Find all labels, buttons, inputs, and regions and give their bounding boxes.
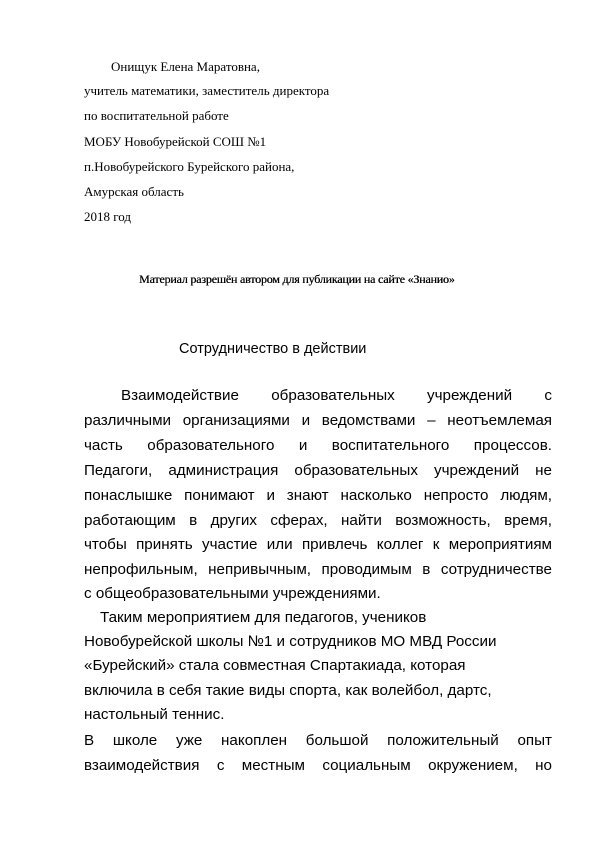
- paragraph-line: чтобы принять участие или привлечь коллег к мероприятиям: [84, 536, 552, 553]
- paragraph-line: «Бурейский» стала совместная Спартакиада, которая: [84, 657, 466, 674]
- paragraph-line: непрофильным, непривычным, проводимым в сотрудничестве: [84, 561, 552, 578]
- school-name: МОБУ Новобурейской СОШ №1: [84, 134, 267, 149]
- paragraph-line: Новобурейской школы №1 и сотрудников МО МВД России: [84, 633, 497, 650]
- article-title: Сотрудничество в действии: [179, 341, 367, 357]
- author-position: учитель математики, заместитель директора: [84, 83, 330, 98]
- paragraph-line: с общеобразовательными учреждениями.: [84, 585, 381, 602]
- paragraph-line: В школе уже накоплен большой положительный опыт: [84, 732, 552, 749]
- author-name: Онищук Елена Маратовна,: [111, 59, 260, 74]
- year: 2018 год: [84, 209, 131, 224]
- paragraph-line: Взаимодействие образовательных учреждений с: [121, 387, 552, 404]
- paragraph-line: Педагоги, администрация образовательных учреждений не: [84, 462, 552, 479]
- school-locality: п.Новобурейского Бурейского района,: [84, 159, 295, 174]
- paragraph-line: работающим в других сферах, найти возможность, время,: [84, 512, 552, 529]
- paragraph-line: Таким мероприятием для педагогов, учеников: [100, 609, 427, 626]
- school-region: Амурская область: [84, 184, 184, 199]
- paragraph-line: различными организациями и ведомствами – неотъемлемая: [84, 412, 552, 429]
- paragraph-line: взаимодействия с местным социальным окружением, но: [84, 757, 552, 774]
- paragraph-line: включила в себя такие виды спорта, как волейбол, дартс,: [84, 682, 492, 699]
- paragraph-line: часть образовательного и воспитательного процессов.: [84, 437, 552, 454]
- paragraph-line: настольный теннис.: [84, 706, 225, 723]
- author-position-cont: по воспитательной работе: [84, 108, 229, 123]
- paragraph-line: понаслышке понимают и знают насколько непросто людям,: [84, 487, 552, 504]
- publication-notice: Материал разрешён автором для публикации на сайте «Знанио»: [139, 272, 455, 286]
